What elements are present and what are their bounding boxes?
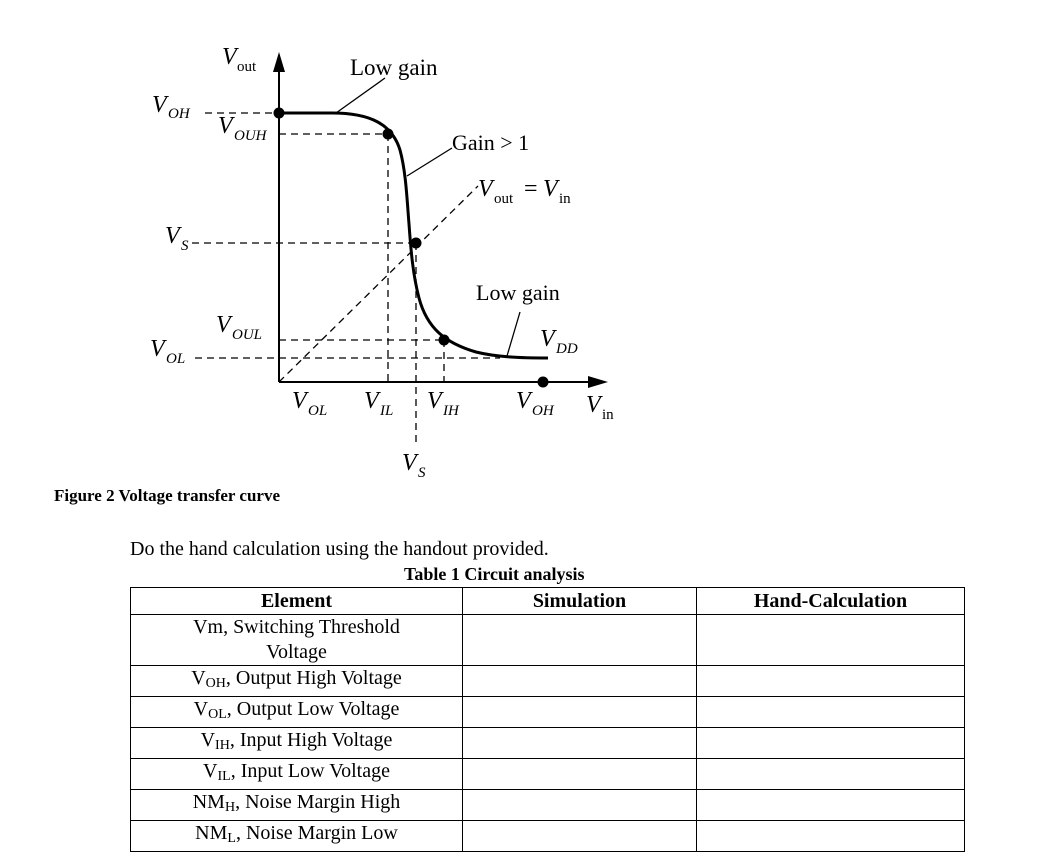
simulation-cell[interactable] xyxy=(463,790,697,821)
element-subscript: OL xyxy=(208,707,227,722)
element-subscript: IL xyxy=(217,769,231,784)
instructions-text: Do the hand calculation using the handout provided. xyxy=(130,538,549,560)
label-vdd xyxy=(540,326,578,357)
svg-text:DD: DD xyxy=(556,341,578,357)
point-voul xyxy=(439,335,450,346)
element-cell xyxy=(131,759,463,790)
svg-text:V: V xyxy=(543,176,558,202)
label-vs-y xyxy=(165,223,189,254)
svg-text:OH: OH xyxy=(168,106,190,122)
svg-text:V: V xyxy=(165,223,180,249)
header-element: Element xyxy=(131,588,463,615)
svg-text:S: S xyxy=(418,465,426,481)
svg-text:V: V xyxy=(427,388,442,414)
table-row xyxy=(131,697,965,728)
label-voh-y xyxy=(152,92,191,122)
label-vin-axis xyxy=(586,392,614,423)
svg-text:in: in xyxy=(602,407,614,423)
element-label: Vm, Switching Threshold xyxy=(193,616,400,638)
element-cell xyxy=(131,728,463,759)
svg-text:OL: OL xyxy=(308,403,328,419)
circuit-analysis-table xyxy=(130,587,965,852)
point-vdd xyxy=(538,377,549,388)
element-label: , Input Low Voltage xyxy=(230,760,390,782)
table-row xyxy=(131,728,965,759)
label-vih-x xyxy=(427,388,460,419)
element-symbol: V xyxy=(191,667,206,689)
leader-low-gain-top xyxy=(336,78,385,113)
simulation-cell[interactable] xyxy=(463,615,697,666)
element-label: , Noise Margin Low xyxy=(235,822,398,844)
element-subscript: IH xyxy=(215,738,230,753)
table-caption: Table 1 Circuit analysis xyxy=(404,564,585,584)
label-vol-y xyxy=(150,336,185,367)
label-vol-x xyxy=(292,388,327,419)
label-vout-eq-vin xyxy=(478,176,571,207)
svg-text:IL: IL xyxy=(380,403,394,419)
svg-text:V: V xyxy=(364,388,379,414)
x-axis-arrowhead xyxy=(588,376,608,388)
element-subscript: OH xyxy=(205,676,226,691)
dashed-guides xyxy=(192,113,500,445)
svg-text:OUH: OUH xyxy=(234,128,267,144)
element-symbol: NM xyxy=(195,822,228,844)
element-cell xyxy=(131,666,463,697)
label-vout-axis xyxy=(222,44,257,75)
point-vouh xyxy=(383,129,394,140)
element-symbol: V xyxy=(193,698,209,720)
table-row xyxy=(131,821,965,852)
svg-text:V: V xyxy=(152,92,167,118)
svg-text:in: in xyxy=(559,191,571,207)
figure-caption: Figure 2 Voltage transfer curve xyxy=(54,486,280,505)
label-low-gain-top: Low gain xyxy=(350,55,438,80)
table-header-row xyxy=(131,588,965,615)
svg-text:=: = xyxy=(524,176,538,202)
y-axis-arrowhead xyxy=(273,52,285,72)
label-vs-x xyxy=(402,450,426,481)
element-label: , Output Low Voltage xyxy=(226,698,400,720)
svg-text:V: V xyxy=(292,388,307,414)
element-symbol: NM xyxy=(192,791,225,813)
svg-text:V: V xyxy=(218,113,233,139)
label-vouh xyxy=(218,113,268,144)
element-symbol: V xyxy=(203,760,218,782)
label-voul xyxy=(216,312,262,343)
hand-calculation-cell[interactable] xyxy=(697,759,965,790)
point-vs xyxy=(411,238,422,249)
svg-text:V: V xyxy=(222,44,237,70)
hand-calculation-cell[interactable] xyxy=(697,615,965,666)
svg-text:out: out xyxy=(237,59,257,75)
element-subscript: H xyxy=(224,800,236,815)
element-cell xyxy=(131,790,463,821)
label-vil-x xyxy=(364,388,393,419)
table-row xyxy=(131,615,965,666)
simulation-cell[interactable] xyxy=(463,759,697,790)
svg-text:out: out xyxy=(494,191,514,207)
element-symbol: V xyxy=(200,729,216,751)
table-row xyxy=(131,790,965,821)
element-cell xyxy=(131,615,463,666)
label-low-gain-bottom: Low gain xyxy=(476,280,560,305)
simulation-cell[interactable] xyxy=(463,666,697,697)
table-row xyxy=(131,666,965,697)
hand-calculation-cell[interactable] xyxy=(697,666,965,697)
hand-calculation-cell[interactable] xyxy=(697,697,965,728)
element-label: Voltage xyxy=(266,641,327,663)
svg-text:OH: OH xyxy=(532,403,554,419)
simulation-cell[interactable] xyxy=(463,728,697,759)
svg-text:V: V xyxy=(216,312,231,338)
header-hand-calculation: Hand-Calculation xyxy=(697,588,965,615)
element-label: , Input High Voltage xyxy=(229,729,393,751)
leader-gain xyxy=(407,148,452,176)
svg-text:V: V xyxy=(478,176,493,202)
svg-text:V: V xyxy=(540,326,555,352)
hand-calculation-cell[interactable] xyxy=(697,728,965,759)
svg-text:IH: IH xyxy=(443,403,459,419)
element-label: , Output High Voltage xyxy=(225,667,402,689)
svg-text:OL: OL xyxy=(166,351,186,367)
simulation-cell[interactable] xyxy=(463,697,697,728)
hand-calculation-cell[interactable] xyxy=(697,790,965,821)
simulation-cell[interactable] xyxy=(463,821,697,852)
svg-text:OUL: OUL xyxy=(232,327,263,343)
element-cell xyxy=(131,821,463,852)
hand-calculation-cell[interactable] xyxy=(697,821,965,852)
svg-text:V: V xyxy=(586,392,601,418)
label-gain: Gain > 1 xyxy=(452,130,530,155)
svg-text:V: V xyxy=(150,336,165,362)
element-cell xyxy=(131,697,463,728)
point-voh xyxy=(274,108,285,119)
svg-text:V: V xyxy=(402,450,417,476)
svg-text:V: V xyxy=(516,388,531,414)
svg-text:S: S xyxy=(181,238,189,254)
header-simulation: Simulation xyxy=(463,588,697,615)
element-subscript: L xyxy=(227,831,236,846)
table-row xyxy=(131,759,965,790)
leader-low-gain-bottom xyxy=(507,312,520,356)
label-voh-x xyxy=(516,388,555,419)
element-label: , Noise Margin High xyxy=(235,791,401,813)
